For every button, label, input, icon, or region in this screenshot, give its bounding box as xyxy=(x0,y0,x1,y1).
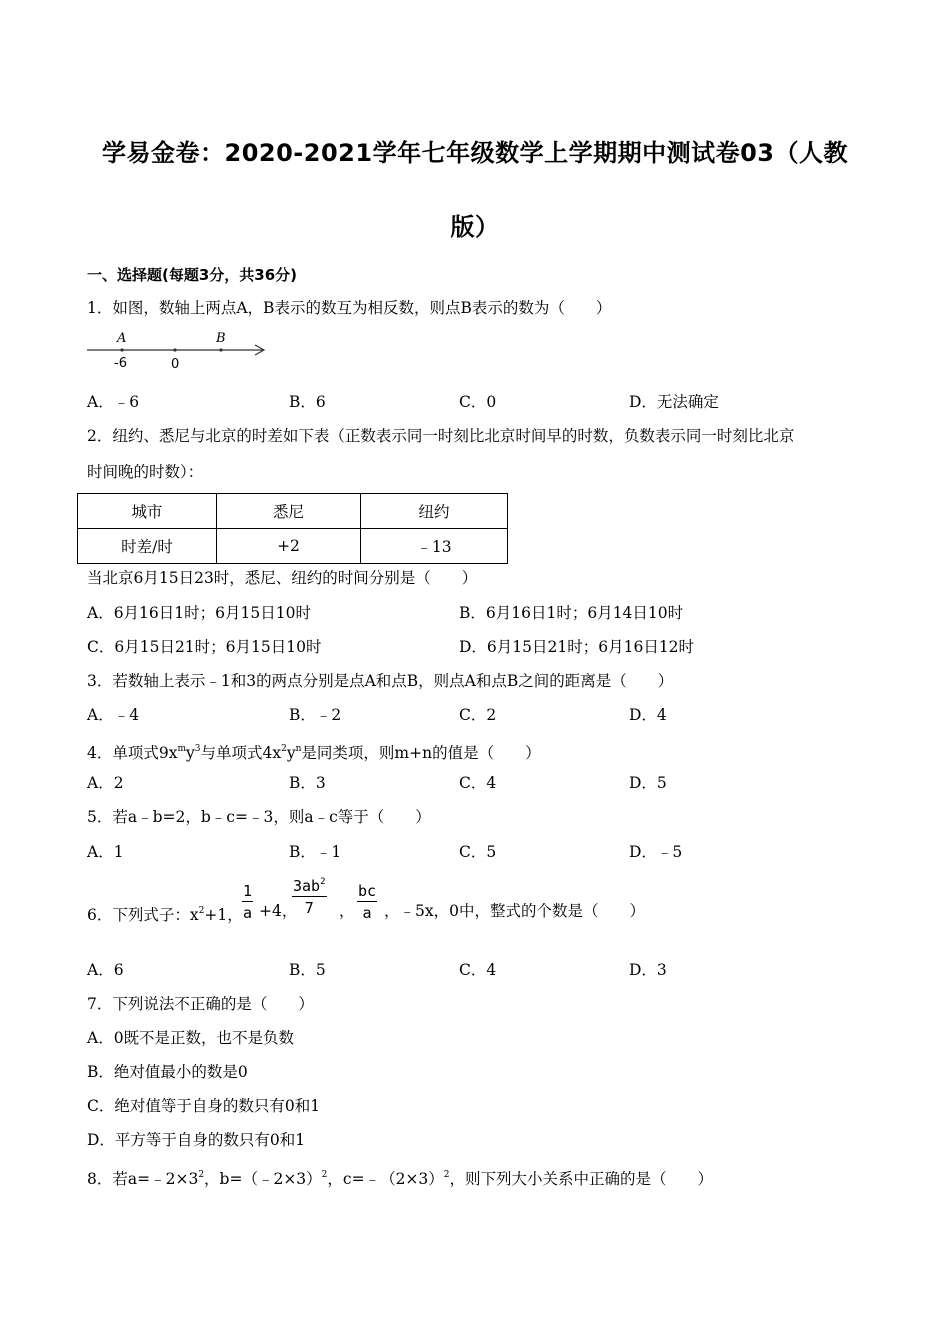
fraction-3ab2-over-7: $\frac{3ab^2}{7}$ xyxy=(293,877,326,917)
q4-option-c: C．4 xyxy=(459,774,497,792)
tick-neg6: -6 xyxy=(114,356,127,371)
q5-option-c: C．5 xyxy=(459,843,497,861)
q3-option-c: C．2 xyxy=(459,706,497,724)
page-title-line2: 版） xyxy=(450,213,500,241)
question-5: 5．若a﹣b=2，b﹣c=﹣3，则a﹣c等于（ ） xyxy=(87,808,431,826)
question-3: 3．若数轴上表示﹣1和3的两点分别是点A和点B，则点A和点B之间的距离是（ ） xyxy=(87,672,674,690)
table-cell: ﹣13 xyxy=(361,529,508,564)
section-heading: 一、选择题(每题3分，共36分) xyxy=(87,266,298,284)
table-cell: 时差/时 xyxy=(78,529,217,564)
table-cell: 纽约 xyxy=(361,494,508,529)
number-line-figure xyxy=(85,326,270,374)
q1-option-d: D．无法确定 xyxy=(629,393,719,411)
q1-option-a: A．﹣6 xyxy=(87,393,140,411)
table-cell: +2 xyxy=(217,529,361,564)
question-8: 8．若$a=﹣2\times 3^2$，b=（﹣2×3）$^2$，$c=﹣(2\times 3)^2$，则下列大小关系中正确的是（ ） xyxy=(87,1170,714,1188)
question-6-end: ，﹣5x，0中，整式的个数是（ ） xyxy=(384,902,645,920)
q4-option-b: B．3 xyxy=(289,774,326,792)
q6-option-c: C．4 xyxy=(459,961,497,979)
question-6-start: 6．下列式子：$x^2+1$， xyxy=(87,906,243,924)
q3-option-d: D．4 xyxy=(629,706,667,724)
q7-option-a: A．0既不是正数，也不是负数 xyxy=(87,1029,295,1047)
question-7: 7．下列说法不正确的是（ ） xyxy=(87,995,314,1013)
tick-0: 0 xyxy=(171,357,180,372)
q3-option-b: B．﹣2 xyxy=(289,706,342,724)
point-a-label: A xyxy=(117,331,127,346)
q6-option-d: D．3 xyxy=(629,961,667,979)
table-cell: 悉尼 xyxy=(217,494,361,529)
q2-option-a: A．6月16日1时；6月15日10时 xyxy=(87,604,311,622)
q5-option-a: A．1 xyxy=(87,843,124,861)
point-b-label: B xyxy=(216,331,226,346)
time-difference-table xyxy=(77,493,508,564)
q2-option-d: D．6月15日21时；6月16日12时 xyxy=(459,638,695,656)
question-2-line2: 时间晚的时数）： xyxy=(87,463,204,481)
q2-option-b: B．6月16日1时；6月14日10时 xyxy=(459,604,684,622)
q5-option-d: D．﹣5 xyxy=(629,843,683,861)
table-header-row xyxy=(78,494,508,529)
question-4: 4．单项式$9x^my^3$与单项式$4x^2y^n$是同类项，则m+n的值是（ ） xyxy=(87,744,541,762)
q4-option-a: A．2 xyxy=(87,774,124,792)
fraction-bc-over-a: $\frac{bc}{a}$ xyxy=(358,882,377,922)
q3-option-a: A．﹣4 xyxy=(87,706,140,724)
q1-option-c: C．0 xyxy=(459,393,497,411)
q7-option-b: B．绝对值最小的数是0 xyxy=(87,1063,248,1081)
question-1: 1．如图，数轴上两点A，B表示的数互为相反数，则点B表示的数为（ ） xyxy=(87,299,612,317)
table-row xyxy=(78,529,508,564)
q6-option-b: B．5 xyxy=(289,961,326,979)
q5-option-b: B．﹣1 xyxy=(289,843,342,861)
question-2-prompt: 当北京6月15日23时，悉尼、纽约的时间分别是（ ） xyxy=(87,569,478,587)
q4-option-d: D．5 xyxy=(629,774,667,792)
page-title-line1: 学易金卷：2020-2021学年七年级数学上学期期中测试卷03（人教 xyxy=(102,139,848,167)
q6-plus4: +4， xyxy=(259,902,298,920)
q6-option-a: A．6 xyxy=(87,961,124,979)
table-cell: 城市 xyxy=(78,494,217,529)
q7-option-d: D．平方等于自身的数只有0和1 xyxy=(87,1131,306,1149)
q1-option-b: B．6 xyxy=(289,393,326,411)
question-2-line1: 2．纽约、悉尼与北京的时差如下表（正数表示同一时刻比北京时间早的时数，负数表示同一时刻比北京 xyxy=(87,427,795,445)
q6-comma: ， xyxy=(339,902,355,920)
q7-option-c: C．绝对值等于自身的数只有0和1 xyxy=(87,1097,321,1115)
q2-option-c: C．6月15日21时；6月15日10时 xyxy=(87,638,322,656)
fraction-1-over-a: $\frac{1}{a}$ xyxy=(243,882,253,922)
